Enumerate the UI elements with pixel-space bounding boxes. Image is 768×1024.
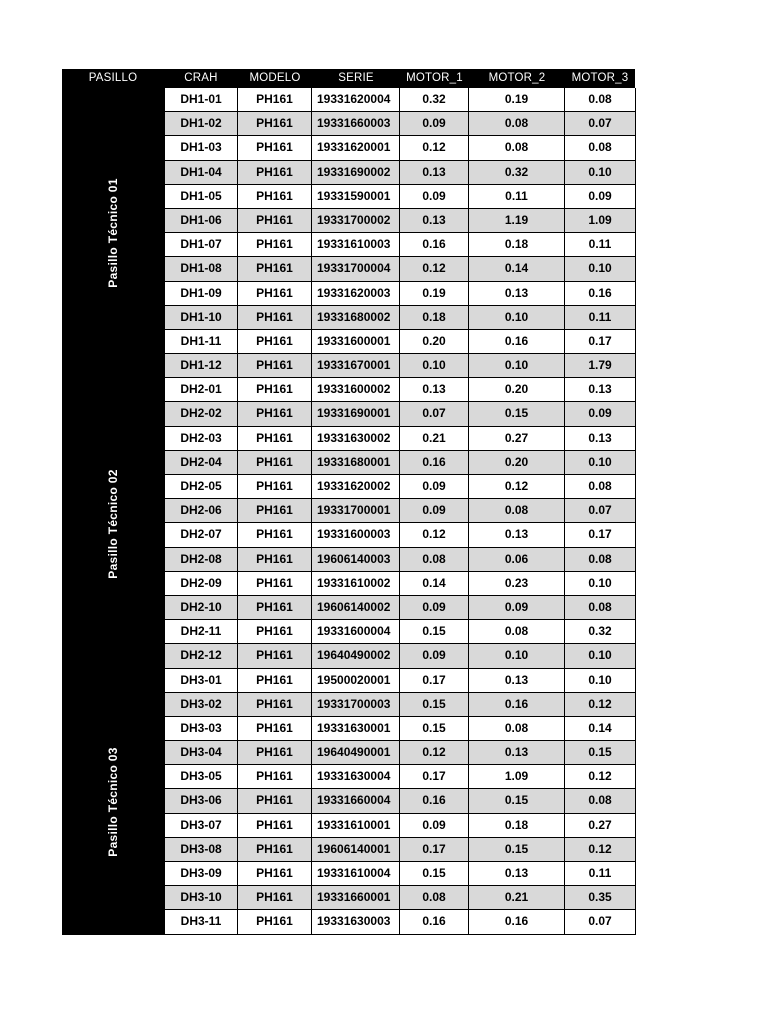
header-serie: SERIE: [338, 72, 374, 84]
modelo-cell: PH161: [238, 282, 312, 305]
motor-3-cell: 0.07: [565, 112, 636, 135]
table-row: [165, 910, 636, 934]
table-row: [165, 572, 636, 596]
serie-cell: 19331660003: [312, 112, 400, 135]
table-row: [165, 330, 636, 354]
table-row: [165, 451, 636, 475]
table-row: [165, 185, 636, 209]
pasillo-group-cell: [62, 669, 164, 935]
motor-3-cell: 0.16: [565, 282, 636, 305]
modelo-cell: PH161: [238, 427, 312, 450]
serie-cell: 19331600004: [312, 620, 400, 643]
serie-cell: 19606140002: [312, 596, 400, 619]
modelo-cell: PH161: [238, 644, 312, 667]
motor-2-cell: 0.15: [469, 789, 565, 812]
crah-cell: DH2-05: [165, 475, 238, 498]
modelo-cell: PH161: [238, 306, 312, 329]
serie-cell: 19606140003: [312, 548, 400, 571]
motor-2-cell: 0.13: [469, 862, 565, 885]
motor-1-cell: 0.09: [400, 499, 469, 522]
motor-3-cell: 0.10: [565, 451, 636, 474]
serie-cell: 19500020001: [312, 669, 400, 692]
crah-cell: DH2-02: [165, 402, 238, 425]
crah-cell: DH1-02: [165, 112, 238, 135]
motor-3-cell: 0.10: [565, 644, 636, 667]
motor-1-cell: 0.14: [400, 572, 469, 595]
motor-2-cell: 0.23: [469, 572, 565, 595]
header-motor-3: MOTOR_3: [571, 72, 629, 84]
motor-2-cell: 0.16: [469, 910, 565, 933]
crah-cell: DH3-07: [165, 814, 238, 837]
serie-cell: 19331610002: [312, 572, 400, 595]
header-motor-2: MOTOR_2: [488, 72, 546, 84]
motor-3-cell: 0.08: [565, 88, 636, 111]
crah-cell: DH2-09: [165, 572, 238, 595]
motor-2-cell: 0.08: [469, 112, 565, 135]
serie-cell: 19331630002: [312, 427, 400, 450]
modelo-cell: PH161: [238, 88, 312, 111]
table-header-row: [62, 69, 635, 88]
serie-cell: 19331600003: [312, 523, 400, 546]
motor-2-cell: 0.14: [469, 257, 565, 280]
serie-cell: 19331620002: [312, 475, 400, 498]
modelo-cell: PH161: [238, 523, 312, 546]
motor-3-cell: 0.11: [565, 233, 636, 256]
motor-3-cell: 0.07: [565, 910, 636, 933]
motor-3-cell: 0.09: [565, 402, 636, 425]
motor-1-cell: 0.16: [400, 233, 469, 256]
crah-cell: DH3-11: [165, 910, 238, 933]
motor-2-cell: 0.15: [469, 838, 565, 861]
table-row: [165, 644, 636, 668]
motor-1-cell: 0.09: [400, 814, 469, 837]
motor-2-cell: 0.18: [469, 233, 565, 256]
modelo-cell: PH161: [238, 257, 312, 280]
pasillo-column: [62, 88, 164, 935]
motor-1-cell: 0.09: [400, 596, 469, 619]
motor-1-cell: 0.09: [400, 475, 469, 498]
modelo-cell: PH161: [238, 354, 312, 377]
motor-3-cell: 0.10: [565, 257, 636, 280]
crah-cell: DH2-07: [165, 523, 238, 546]
crah-cell: DH1-07: [165, 233, 238, 256]
motor-1-cell: 0.17: [400, 838, 469, 861]
table-row: [165, 499, 636, 523]
motor-1-cell: 0.12: [400, 136, 469, 159]
crah-cell: DH1-04: [165, 161, 238, 184]
serie-cell: 19640490002: [312, 644, 400, 667]
serie-cell: 19331670001: [312, 354, 400, 377]
table-row: [165, 620, 636, 644]
modelo-cell: PH161: [238, 765, 312, 788]
table-row: [165, 112, 636, 136]
modelo-cell: PH161: [238, 669, 312, 692]
motor-1-cell: 0.13: [400, 161, 469, 184]
crah-cell: DH3-10: [165, 886, 238, 909]
motor-3-cell: 0.10: [565, 161, 636, 184]
pasillo-group-label: Pasillo Técnico 02: [106, 468, 120, 579]
crah-cell: DH3-03: [165, 717, 238, 740]
motor-1-cell: 0.32: [400, 88, 469, 111]
crah-cell: DH3-09: [165, 862, 238, 885]
crah-cell: DH1-08: [165, 257, 238, 280]
crah-cell: DH2-03: [165, 427, 238, 450]
modelo-cell: PH161: [238, 451, 312, 474]
table-row: [165, 838, 636, 862]
motor-2-cell: 0.10: [469, 306, 565, 329]
motor-2-cell: 0.09: [469, 596, 565, 619]
motor-1-cell: 0.20: [400, 330, 469, 353]
serie-cell: 19331700001: [312, 499, 400, 522]
motor-3-cell: 0.12: [565, 765, 636, 788]
table-row: [165, 814, 636, 838]
pasillo-group-label: Pasillo Técnico 01: [106, 178, 120, 288]
serie-cell: 19331690002: [312, 161, 400, 184]
modelo-cell: PH161: [238, 910, 312, 933]
motor-1-cell: 0.19: [400, 282, 469, 305]
motor-2-cell: 0.10: [469, 354, 565, 377]
motor-2-cell: 0.06: [469, 548, 565, 571]
motor-2-cell: 0.13: [469, 523, 565, 546]
modelo-cell: PH161: [238, 209, 312, 232]
modelo-cell: PH161: [238, 596, 312, 619]
serie-cell: 19606140001: [312, 838, 400, 861]
motor-3-cell: 0.32: [565, 620, 636, 643]
motor-2-cell: 1.19: [469, 209, 565, 232]
table-row: [165, 596, 636, 620]
motor-2-cell: 0.20: [469, 378, 565, 401]
modelo-cell: PH161: [238, 693, 312, 716]
serie-cell: 19331630004: [312, 765, 400, 788]
serie-cell: 19331690001: [312, 402, 400, 425]
serie-cell: 19640490001: [312, 741, 400, 764]
motor-1-cell: 0.16: [400, 789, 469, 812]
header-pasillo: PASILLO: [88, 72, 138, 84]
motor-3-cell: 0.13: [565, 378, 636, 401]
motor-1-cell: 0.12: [400, 741, 469, 764]
motor-2-cell: 0.08: [469, 136, 565, 159]
pasillo-group-label: Pasillo Técnico 03: [106, 747, 120, 857]
table-row: [165, 523, 636, 547]
table-row: [165, 475, 636, 499]
crah-cell: DH1-06: [165, 209, 238, 232]
modelo-cell: PH161: [238, 572, 312, 595]
motor-1-cell: 0.09: [400, 112, 469, 135]
modelo-cell: PH161: [238, 814, 312, 837]
table-row: [165, 789, 636, 813]
serie-cell: 19331660001: [312, 886, 400, 909]
table-row: [165, 209, 636, 233]
motor-2-cell: 0.11: [469, 185, 565, 208]
motor-2-cell: 0.13: [469, 282, 565, 305]
modelo-cell: PH161: [238, 233, 312, 256]
table-row: [165, 136, 636, 160]
motor-1-cell: 0.12: [400, 257, 469, 280]
modelo-cell: PH161: [238, 161, 312, 184]
motor-readings-table: [62, 69, 635, 935]
crah-cell: DH1-01: [165, 88, 238, 111]
modelo-cell: PH161: [238, 475, 312, 498]
modelo-cell: PH161: [238, 741, 312, 764]
crah-cell: DH2-06: [165, 499, 238, 522]
crah-cell: DH3-04: [165, 741, 238, 764]
crah-cell: DH1-05: [165, 185, 238, 208]
motor-1-cell: 0.16: [400, 910, 469, 933]
serie-cell: 19331700004: [312, 257, 400, 280]
motor-3-cell: 0.12: [565, 838, 636, 861]
motor-1-cell: 0.15: [400, 862, 469, 885]
crah-cell: DH1-12: [165, 354, 238, 377]
header-crah: CRAH: [184, 72, 218, 84]
serie-cell: 19331610001: [312, 814, 400, 837]
motor-2-cell: 0.08: [469, 620, 565, 643]
motor-1-cell: 0.13: [400, 378, 469, 401]
table-row: [165, 402, 636, 426]
motor-2-cell: 0.32: [469, 161, 565, 184]
serie-cell: 19331600002: [312, 378, 400, 401]
crah-cell: DH3-02: [165, 693, 238, 716]
motor-1-cell: 0.13: [400, 209, 469, 232]
modelo-cell: PH161: [238, 789, 312, 812]
serie-cell: 19331700002: [312, 209, 400, 232]
motor-3-cell: 0.14: [565, 717, 636, 740]
modelo-cell: PH161: [238, 862, 312, 885]
modelo-cell: PH161: [238, 330, 312, 353]
modelo-cell: PH161: [238, 548, 312, 571]
crah-cell: DH2-11: [165, 620, 238, 643]
motor-2-cell: 0.08: [469, 717, 565, 740]
modelo-cell: PH161: [238, 717, 312, 740]
motor-3-cell: 1.09: [565, 209, 636, 232]
motor-3-cell: 0.08: [565, 136, 636, 159]
modelo-cell: PH161: [238, 838, 312, 861]
modelo-cell: PH161: [238, 112, 312, 135]
table-row: [165, 669, 636, 693]
motor-1-cell: 0.17: [400, 669, 469, 692]
serie-cell: 19331700003: [312, 693, 400, 716]
motor-3-cell: 0.08: [565, 475, 636, 498]
motor-1-cell: 0.21: [400, 427, 469, 450]
motor-2-cell: 0.21: [469, 886, 565, 909]
motor-3-cell: 0.08: [565, 596, 636, 619]
motor-3-cell: 0.27: [565, 814, 636, 837]
modelo-cell: PH161: [238, 378, 312, 401]
motor-2-cell: 0.27: [469, 427, 565, 450]
motor-2-cell: 0.15: [469, 402, 565, 425]
motor-3-cell: 0.13: [565, 427, 636, 450]
motor-1-cell: 0.08: [400, 886, 469, 909]
serie-cell: 19331660004: [312, 789, 400, 812]
motor-1-cell: 0.10: [400, 354, 469, 377]
motor-3-cell: 0.15: [565, 741, 636, 764]
crah-cell: DH2-10: [165, 596, 238, 619]
crah-cell: DH1-10: [165, 306, 238, 329]
motor-2-cell: 0.19: [469, 88, 565, 111]
table-row: [165, 886, 636, 910]
motor-2-cell: 1.09: [469, 765, 565, 788]
motor-2-cell: 0.13: [469, 741, 565, 764]
motor-1-cell: 0.17: [400, 765, 469, 788]
serie-cell: 19331620003: [312, 282, 400, 305]
motor-2-cell: 0.16: [469, 693, 565, 716]
serie-cell: 19331590001: [312, 185, 400, 208]
motor-3-cell: 0.35: [565, 886, 636, 909]
table-row: [165, 862, 636, 886]
table-row: [165, 161, 636, 185]
motor-2-cell: 0.18: [469, 814, 565, 837]
modelo-cell: PH161: [238, 136, 312, 159]
table-rows: [164, 88, 636, 935]
modelo-cell: PH161: [238, 620, 312, 643]
serie-cell: 19331680001: [312, 451, 400, 474]
serie-cell: 19331600001: [312, 330, 400, 353]
motor-2-cell: 0.08: [469, 499, 565, 522]
motor-3-cell: 0.08: [565, 789, 636, 812]
crah-cell: DH1-03: [165, 136, 238, 159]
motor-1-cell: 0.16: [400, 451, 469, 474]
table-row: [165, 548, 636, 572]
motor-2-cell: 0.16: [469, 330, 565, 353]
header-motor-1: MOTOR_1: [406, 72, 463, 84]
table-row: [165, 693, 636, 717]
motor-2-cell: 0.20: [469, 451, 565, 474]
serie-cell: 19331630003: [312, 910, 400, 933]
modelo-cell: PH161: [238, 185, 312, 208]
motor-3-cell: 0.09: [565, 185, 636, 208]
motor-3-cell: 0.07: [565, 499, 636, 522]
crah-cell: DH3-08: [165, 838, 238, 861]
table-row: [165, 257, 636, 281]
pasillo-group-cell: [62, 378, 164, 668]
pasillo-group-cell: [62, 88, 164, 378]
table-row: [165, 233, 636, 257]
serie-cell: 19331620001: [312, 136, 400, 159]
serie-cell: 19331630001: [312, 717, 400, 740]
motor-1-cell: 0.18: [400, 306, 469, 329]
table-row: [165, 306, 636, 330]
motor-3-cell: 0.12: [565, 693, 636, 716]
modelo-cell: PH161: [238, 886, 312, 909]
table-row: [165, 427, 636, 451]
motor-1-cell: 0.07: [400, 402, 469, 425]
crah-cell: DH2-04: [165, 451, 238, 474]
table-row: [165, 354, 636, 378]
motor-3-cell: 0.11: [565, 306, 636, 329]
modelo-cell: PH161: [238, 499, 312, 522]
table-body: [62, 88, 635, 935]
motor-1-cell: 0.09: [400, 185, 469, 208]
header-modelo: MODELO: [249, 72, 301, 84]
crah-cell: DH2-08: [165, 548, 238, 571]
motor-3-cell: 0.10: [565, 572, 636, 595]
table-row: [165, 378, 636, 402]
motor-1-cell: 0.12: [400, 523, 469, 546]
motor-2-cell: 0.12: [469, 475, 565, 498]
motor-3-cell: 0.17: [565, 523, 636, 546]
serie-cell: 19331610003: [312, 233, 400, 256]
motor-2-cell: 0.13: [469, 669, 565, 692]
serie-cell: 19331680002: [312, 306, 400, 329]
crah-cell: DH1-09: [165, 282, 238, 305]
modelo-cell: PH161: [238, 402, 312, 425]
table-row: [165, 765, 636, 789]
table-row: [165, 88, 636, 112]
motor-2-cell: 0.10: [469, 644, 565, 667]
crah-cell: DH2-01: [165, 378, 238, 401]
serie-cell: 19331620004: [312, 88, 400, 111]
motor-1-cell: 0.09: [400, 644, 469, 667]
table-row: [165, 741, 636, 765]
crah-cell: DH2-12: [165, 644, 238, 667]
crah-cell: DH1-11: [165, 330, 238, 353]
motor-3-cell: 0.08: [565, 548, 636, 571]
motor-1-cell: 0.15: [400, 693, 469, 716]
table-row: [165, 282, 636, 306]
motor-3-cell: 1.79: [565, 354, 636, 377]
motor-3-cell: 0.17: [565, 330, 636, 353]
crah-cell: DH3-05: [165, 765, 238, 788]
motor-3-cell: 0.11: [565, 862, 636, 885]
crah-cell: DH3-06: [165, 789, 238, 812]
motor-1-cell: 0.08: [400, 548, 469, 571]
motor-3-cell: 0.10: [565, 669, 636, 692]
motor-1-cell: 0.15: [400, 717, 469, 740]
crah-cell: DH3-01: [165, 669, 238, 692]
motor-1-cell: 0.15: [400, 620, 469, 643]
serie-cell: 19331610004: [312, 862, 400, 885]
table-row: [165, 717, 636, 741]
